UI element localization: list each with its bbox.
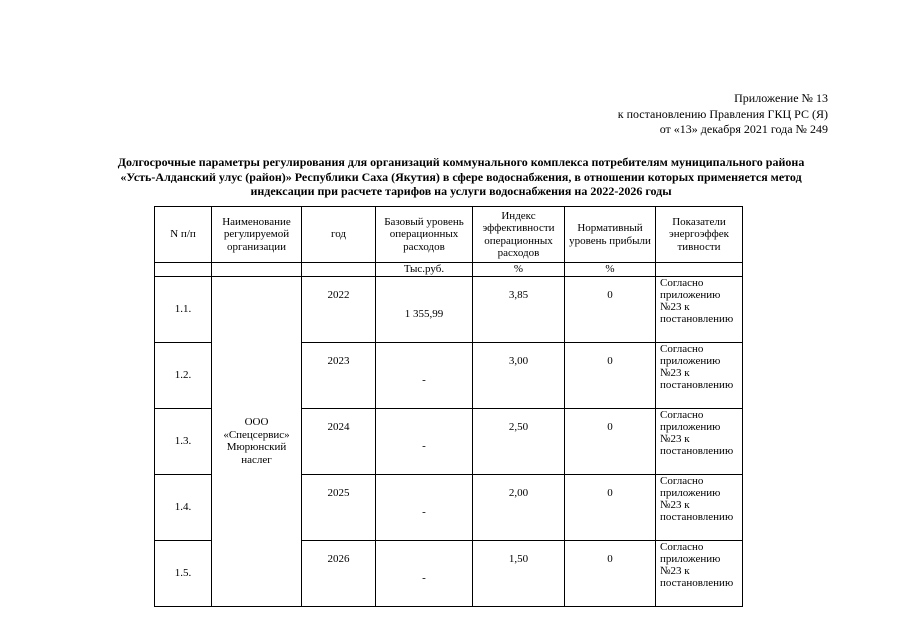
row-energy: Согласно приложению №23 к постановлению <box>656 276 743 342</box>
appendix-block <box>618 91 828 138</box>
row-profit: 0 <box>565 276 656 342</box>
row-profit: 0 <box>565 474 656 540</box>
header-org: Наименование регулируемой организации <box>212 207 302 263</box>
regulation-parameters-table <box>154 206 743 607</box>
row-profit: 0 <box>565 540 656 606</box>
row-energy: Согласно приложению №23 к постановлению <box>656 474 743 540</box>
row-index: 3,85 <box>473 276 565 342</box>
row-num: 1.3. <box>155 408 212 474</box>
unit-org <box>212 263 302 277</box>
row-year: 2024 <box>302 408 376 474</box>
row-base: - <box>376 408 473 474</box>
row-num: 1.5. <box>155 540 212 606</box>
row-base: 1 355,99 <box>376 276 473 342</box>
unit-profit: % <box>565 263 656 277</box>
header-energy: Показатели энергоэффек тивности <box>656 207 743 263</box>
row-year: 2025 <box>302 474 376 540</box>
header-num: N п/п <box>155 207 212 263</box>
row-year: 2022 <box>302 276 376 342</box>
unit-num <box>155 263 212 277</box>
row-year: 2023 <box>302 342 376 408</box>
title-line-2: «Усть-Алданский улус (район)» Республики Саха (Якутия) в сфере водоснабжения, в отношении которых применяется метод <box>120 169 802 184</box>
unit-base: Тыс.руб. <box>376 263 473 277</box>
row-num: 1.4. <box>155 474 212 540</box>
table-row <box>155 276 743 342</box>
title-line-3: индексации при расчете тарифов на услуги водоснабжения на 2022-2026 годы <box>250 184 672 198</box>
header-base: Базовый уровень операционных расходов <box>376 207 473 263</box>
document-title <box>70 155 852 199</box>
header-row <box>155 207 743 263</box>
header-profit: Нормативный уровень прибыли <box>565 207 656 263</box>
row-num: 1.1. <box>155 276 212 342</box>
row-base: - <box>376 540 473 606</box>
unit-energy <box>656 263 743 277</box>
row-num: 1.2. <box>155 342 212 408</box>
header-index: Индекс эффективности операционных расходов <box>473 207 565 263</box>
row-index: 2,50 <box>473 408 565 474</box>
title-line-1: Долгосрочные параметры регулирования для организаций коммунального комплекса потребителям муниципального района <box>117 155 805 169</box>
appendix-line-3: от «13» декабря 2021 года № 249 <box>659 122 828 136</box>
row-profit: 0 <box>565 408 656 474</box>
row-base: - <box>376 342 473 408</box>
row-base: - <box>376 474 473 540</box>
row-index: 3,00 <box>473 342 565 408</box>
header-year: год <box>302 207 376 263</box>
row-energy: Согласно приложению №23 к постановлению <box>656 540 743 606</box>
row-profit: 0 <box>565 342 656 408</box>
row-energy: Согласно приложению №23 к постановлению <box>656 408 743 474</box>
organization-name: ООО «Спецсервис» Мюрюнский наслег <box>212 276 302 606</box>
unit-index: % <box>473 263 565 277</box>
units-row <box>155 263 743 277</box>
row-index: 1,50 <box>473 540 565 606</box>
row-index: 2,00 <box>473 474 565 540</box>
unit-year <box>302 263 376 277</box>
appendix-line-1: Приложение № 13 <box>734 91 828 105</box>
row-energy: Согласно приложению №23 к постановлению <box>656 342 743 408</box>
row-year: 2026 <box>302 540 376 606</box>
appendix-line-2: к постановлению Правления ГКЦ РС (Я) <box>617 106 828 121</box>
